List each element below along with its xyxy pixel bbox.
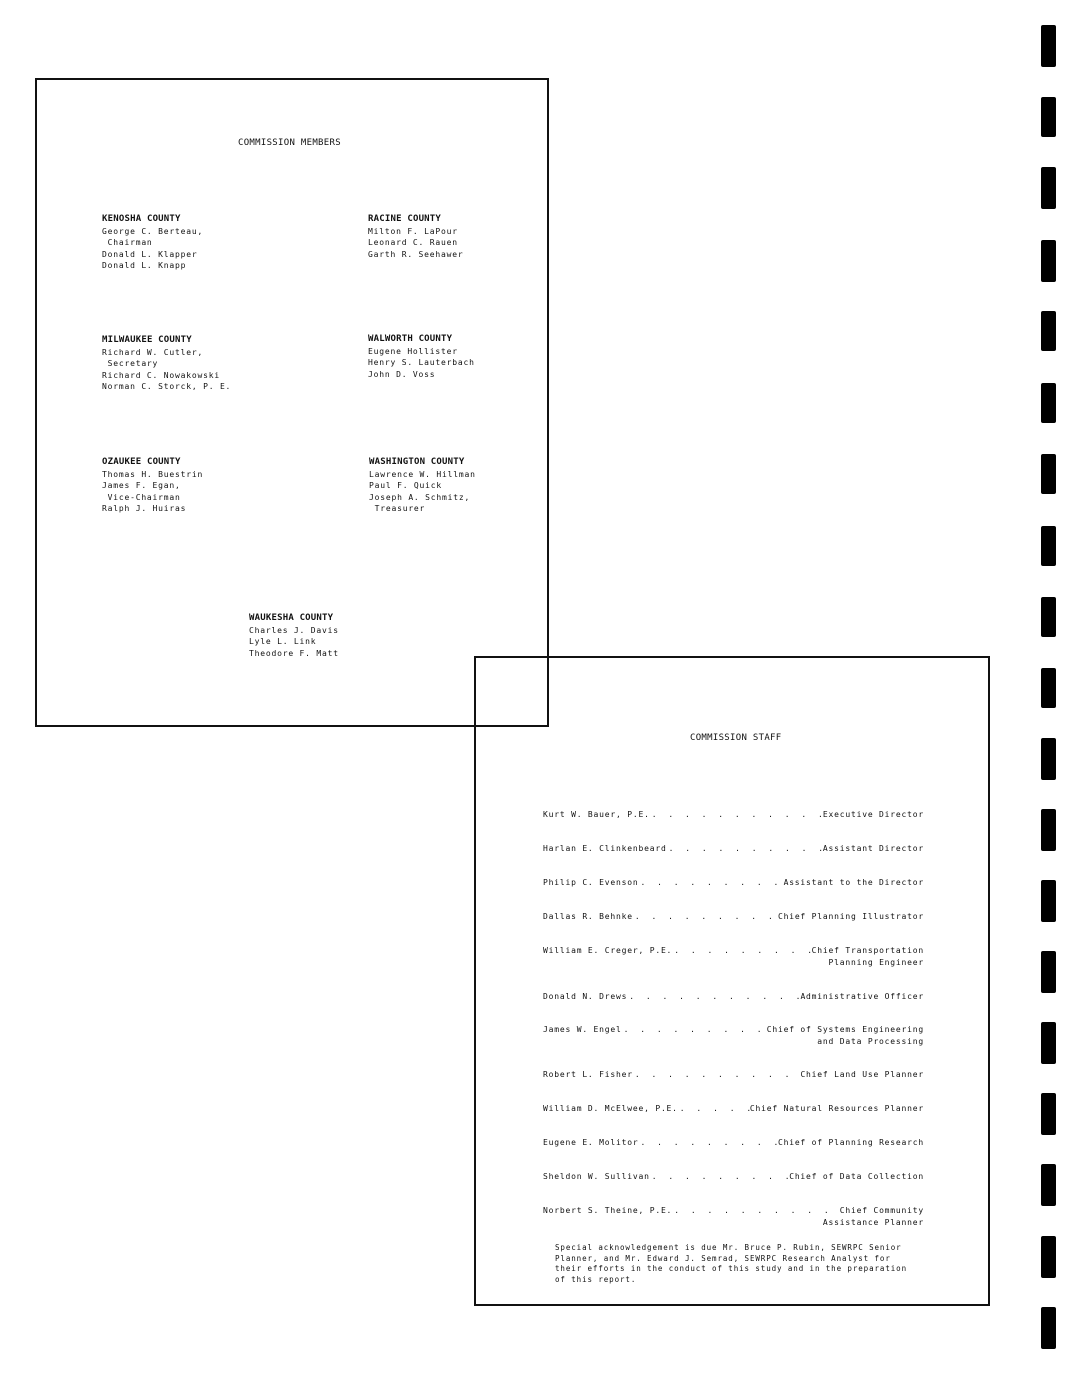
binding-hole [1041,167,1056,209]
leader-dots [633,911,778,923]
binding-hole [1041,383,1056,423]
staff-row [543,843,924,855]
binding-hole [1041,311,1056,351]
member-name: Richard W. Cutler, [102,347,204,357]
county-name: OZAUKEE COUNTY [102,457,181,467]
staff-name: Dallas R. Behnke [543,912,633,921]
leader-dots [650,809,823,821]
leader-dots [678,1103,750,1115]
county-block-ozaukee [102,457,203,515]
member-name: Secretary [102,359,159,368]
county-block-walworth [368,334,475,380]
member-name: Theodore F. Matt [249,648,339,658]
member-name: Ralph J. Huiras [102,504,187,513]
binding-hole [1041,668,1056,708]
member-name: John D. Voss [368,369,436,379]
staff-row [543,1024,924,1047]
staff-title: Chief of Data Collection [789,1172,924,1181]
leader-dots [672,945,811,957]
member-name: Lawrence W. Hillman [369,469,476,479]
staff-name: Eugene E. Molitor [543,1138,639,1147]
staff-title: Assistant Director [822,844,924,853]
leader-dots [638,877,783,889]
staff-title-continued: Planning Engineer [828,957,924,967]
staff-title: Chief Planning Illustrator [777,912,924,921]
staff-name: Harlan E. Clinkenbeard [543,844,667,853]
staff-row [543,1137,924,1149]
member-name: Charles J. Davis [249,625,339,635]
members-heading: COMMISSION MEMBERS [238,138,341,148]
acknowledgement-text: Special acknowledgement is due Mr. Bruce P. Rubin, SEWRPC Senior Planner, and Mr. Edward J. Semrad, SEWRPC Research Analyst for their efforts in the conduct of this study and in the preparation of this report. [555,1243,907,1284]
county-block-racine [368,214,463,260]
binding-hole [1041,25,1056,67]
member-name: Lyle L. Link [249,637,317,646]
staff-title: Chief Transportation [811,946,924,955]
staff-title: Assistant to the Director [783,878,924,887]
staff-name: William D. McElwee, P.E. [543,1104,678,1113]
staff-row [543,991,924,1003]
staff-name: James W. Engel [543,1025,622,1034]
member-name: Norman C. Storck, P. E. [102,382,232,391]
member-name: Paul F. Quick [369,481,443,490]
staff-row [543,945,924,968]
staff-title: Executive Director [822,810,924,819]
staff-name: Donald N. Drews [543,992,628,1001]
member-name: Joseph A. Schmitz, [369,492,471,502]
staff-row [543,1103,924,1115]
member-name: Treasurer [369,504,426,513]
binding-hole [1041,1093,1056,1135]
binding-hole [1041,240,1056,282]
staff-title: Chief Land Use Planner [800,1070,924,1079]
member-name: Thomas H. Buestrin [102,469,204,479]
member-name: Richard C. Nowakowski [102,370,220,380]
staff-row [543,1069,924,1081]
member-name: James F. Egan, [102,481,181,490]
staff-name: William E. Creger, P.E. [543,946,673,955]
binding-hole [1041,1307,1056,1349]
binding-hole [1041,1022,1056,1064]
staff-title: Chief Community [839,1206,924,1215]
county-block-milwaukee [102,335,231,393]
leader-dots [638,1137,777,1149]
binding-hole [1041,97,1056,137]
member-name: George C. Berteau, [102,226,204,236]
staff-heading: COMMISSION STAFF [690,733,782,743]
leader-dots [622,1024,767,1036]
member-name: Donald L. Klapper [102,249,198,259]
binding-hole [1041,1164,1056,1206]
staff-title: Chief of Planning Research [777,1138,924,1147]
member-name: Chairman [102,238,153,247]
binding-hole [1041,454,1056,494]
staff-name: Norbert S. Theine, P.E. [543,1206,673,1215]
staff-name: Kurt W. Bauer, P.E. [543,810,650,819]
staff-name: Sheldon W. Sullivan [543,1172,650,1181]
staff-title-continued: Assistance Planner [822,1217,924,1227]
staff-title: Chief Natural Resources Planner [749,1104,924,1113]
binding-hole [1041,809,1056,851]
county-name: KENOSHA COUNTY [102,214,181,224]
binding-hole [1041,526,1056,566]
county-name: WALWORTH COUNTY [368,334,453,344]
county-block-washington [369,457,476,515]
binding-hole [1041,597,1056,637]
member-name: Henry S. Lauterbach [368,358,475,367]
binding-hole [1041,1236,1056,1278]
member-name: Leonard C. Rauen [368,238,458,247]
leader-dots [650,1171,789,1183]
staff-title: Chief of Systems Engineering [766,1025,924,1034]
member-name: Garth R. Seehawer [368,249,464,259]
staff-name: Philip C. Evenson [543,878,639,887]
leader-dots [633,1069,801,1081]
leader-dots [627,991,800,1003]
staff-row [543,1205,924,1228]
leader-dots [672,1205,840,1217]
staff-name: Robert L. Fisher [543,1070,633,1079]
member-name: Vice-Chairman [102,492,181,502]
staff-row [543,809,924,821]
county-block-waukesha [249,613,339,659]
binding-hole [1041,738,1056,780]
member-name: Eugene Hollister [368,346,458,356]
member-name: Milton F. LaPour [368,226,458,236]
staff-row [543,1171,924,1183]
county-name: RACINE COUNTY [368,214,442,224]
county-name: WAUKESHA COUNTY [249,613,334,623]
staff-title-continued: and Data Processing [817,1036,924,1046]
staff-title: Administrative Officer [800,992,924,1001]
leader-dots [667,843,823,855]
county-block-kenosha [102,214,203,272]
county-name: WASHINGTON COUNTY [369,457,465,467]
county-name: MILWAUKEE COUNTY [102,335,192,345]
member-name: Donald L. Knapp [102,261,187,270]
staff-row [543,911,924,923]
binding-hole [1041,880,1056,922]
staff-row [543,877,924,889]
binding-hole [1041,951,1056,993]
